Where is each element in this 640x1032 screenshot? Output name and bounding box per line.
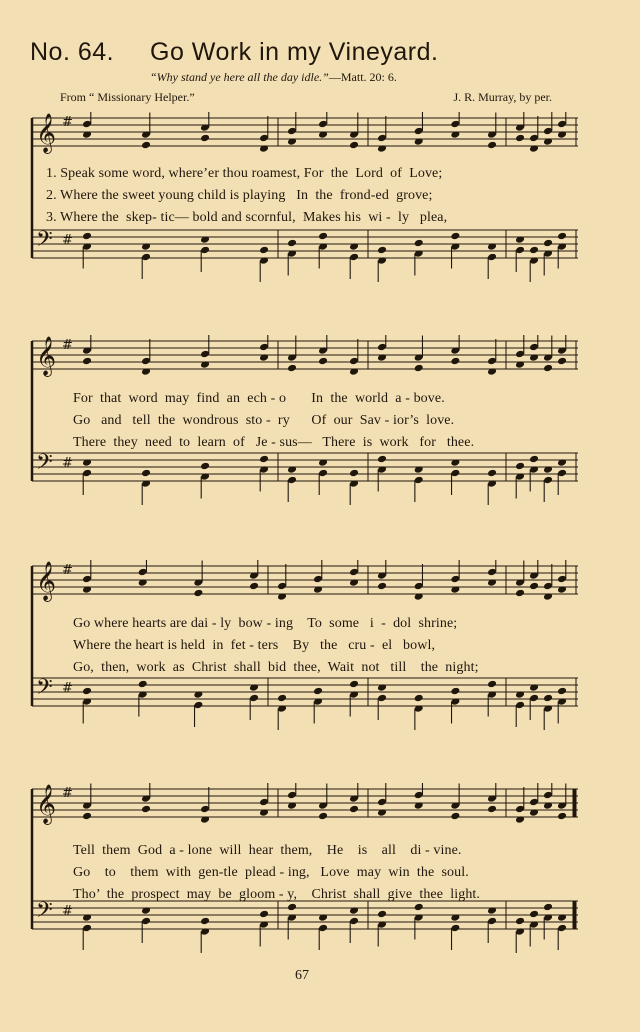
lyric-verse-3: Go, then, work as Christ shall bid thee, Wait not till the night;: [73, 660, 479, 675]
note-head: [450, 812, 460, 821]
note-head: [487, 680, 497, 689]
epigraph-quote: “Why stand ye here all the day idle.”: [150, 70, 329, 84]
note-head: [450, 357, 460, 366]
lyric-verse-3: 3. Where the skep- tic— bold and scornful, Makes his wi - ly plea,: [46, 210, 448, 225]
note-head: [82, 812, 92, 821]
note-head: [259, 246, 269, 255]
lyric-verse-2: Go to them with gen-tle plead - ing, Love may win the soul.: [73, 865, 469, 880]
music-system-1: [28, 112, 588, 282]
note-head: [200, 462, 210, 471]
note-head: [515, 589, 525, 598]
composer-credit: J. R. Murray, by per.: [453, 90, 552, 104]
note-head: [377, 910, 387, 919]
key-sharp-icon: #: [62, 904, 73, 919]
treble-clef-icon: 𝄞: [36, 784, 57, 824]
note-head: [377, 246, 387, 255]
note-head: [277, 694, 287, 703]
key-sharp-icon: #: [62, 456, 73, 471]
note-head: [377, 455, 387, 464]
note-head: [82, 357, 92, 366]
note-head: [349, 141, 359, 150]
note-head: [414, 239, 424, 248]
note-head: [193, 589, 203, 598]
note-head: [259, 455, 269, 464]
bass-clef-icon: 𝄢: [36, 450, 53, 480]
note-head: [487, 469, 497, 478]
key-sharp-icon: #: [62, 233, 73, 248]
note-head: [557, 687, 567, 696]
note-head: [557, 357, 567, 366]
note-head: [543, 694, 553, 703]
note-head: [515, 917, 525, 926]
lyric-verse-1: 1. Speak some word, where’er thou roamest, For the Lord of Love;: [46, 166, 443, 181]
lyric-verse-1: Go where hearts are dai - ly bow - ing To some i - dol shrine;: [73, 616, 458, 631]
lyric-verse-2: Where the heart is held in fet - ters By the cru - el bowl,: [73, 638, 436, 653]
note-head: [82, 232, 92, 241]
note-head: [349, 805, 359, 814]
note-head: [414, 364, 424, 373]
note-head: [487, 141, 497, 150]
lyric-verse-1: Tell them God a - lone will hear them, He is all di - vine.: [73, 843, 462, 858]
lyric-verse-2: Go and tell the wondrous sto - ry Of our Sav - ior’s love.: [73, 413, 455, 428]
note-head: [349, 680, 359, 689]
epigraph: [150, 70, 397, 85]
note-head: [487, 805, 497, 814]
note-head: [543, 239, 553, 248]
hymn-heading: [30, 38, 630, 67]
bass-clef-icon: 𝄢: [36, 898, 53, 928]
note-head: [349, 469, 359, 478]
note-head: [313, 687, 323, 696]
note-head: [414, 903, 424, 912]
note-head: [557, 812, 567, 821]
lyric-verse-3: There they need to learn of Je - sus— There is work for thee.: [73, 435, 475, 450]
key-sharp-icon: #: [62, 563, 73, 578]
note-head: [141, 141, 151, 150]
note-head: [318, 812, 328, 821]
note-head: [82, 687, 92, 696]
key-sharp-icon: #: [62, 786, 73, 801]
note-head: [200, 917, 210, 926]
treble-clef-icon: 𝄞: [36, 113, 57, 153]
note-head: [450, 687, 460, 696]
note-head: [529, 582, 539, 591]
note-head: [287, 239, 297, 248]
note-head: [141, 805, 151, 814]
note-head: [529, 910, 539, 919]
note-head: [377, 582, 387, 591]
note-head: [515, 134, 525, 143]
key-sharp-icon: #: [62, 681, 73, 696]
treble-clef-icon: 𝄞: [36, 336, 57, 376]
note-head: [557, 232, 567, 241]
treble-clef-icon: 𝄞: [36, 561, 57, 601]
note-head: [529, 246, 539, 255]
page-number: 67: [295, 968, 309, 983]
key-sharp-icon: #: [62, 338, 73, 353]
note-head: [138, 680, 148, 689]
music-system-4: [28, 783, 588, 953]
note-head: [414, 694, 424, 703]
music-system-2: [28, 335, 588, 505]
source-credit: From “ Missionary Helper.”: [60, 90, 195, 104]
lyric-verse-3: Tho’ the prospect may be gloom - y, Christ shall give thee light.: [73, 887, 481, 902]
music-system-3: [28, 560, 588, 730]
note-head: [543, 903, 553, 912]
note-head: [543, 364, 553, 373]
note-head: [450, 232, 460, 241]
note-head: [529, 455, 539, 464]
note-head: [287, 903, 297, 912]
key-sharp-icon: #: [62, 115, 73, 130]
note-head: [141, 469, 151, 478]
hymn-title: Go Work in my Vineyard.: [150, 38, 439, 66]
note-head: [515, 462, 525, 471]
note-head: [200, 134, 210, 143]
epigraph-reference: —Matt. 20: 6.: [328, 70, 397, 84]
note-head: [287, 364, 297, 373]
hymn-number: No. 64.: [30, 38, 115, 66]
note-head: [249, 582, 259, 591]
lyric-verse-2: 2. Where the sweet young child is playing In the frond-ed grove;: [46, 188, 433, 203]
note-head: [318, 357, 328, 366]
note-head: [259, 910, 269, 919]
note-head: [318, 232, 328, 241]
lyric-verse-1: For that word may find an ech - o In the world a - bove.: [73, 391, 445, 406]
bass-clef-icon: 𝄢: [36, 675, 53, 705]
bass-clef-icon: 𝄢: [36, 227, 53, 257]
